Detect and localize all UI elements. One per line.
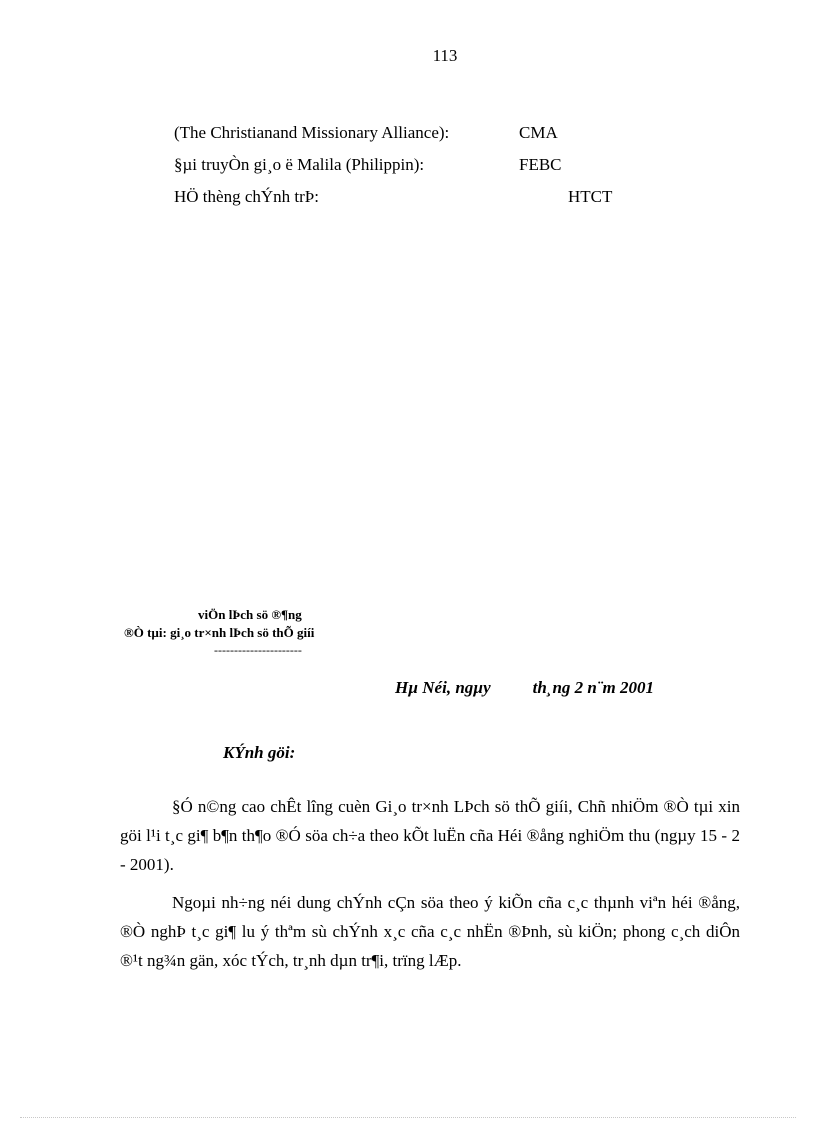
greeting: KÝnh göi: [223,743,296,762]
header-divider: ---------------------- [214,643,302,657]
abbreviation-row [174,187,613,207]
project-title: ®Ò tµi: gi¸o tr×nh lÞch sö thÕ giíi [124,625,315,640]
body-paragraph: §Ó n©ng cao chÊt lîng cuèn Gi¸o tr×nh LÞch sö thÕ giíi, Chñ nhiÖm ®Ò tµi xin göi l¹i t¸c gi¶ b¶n th¶o ®Ó söa ch÷a theo kÕt luËn cña Héi ®ång nghiÖm thu (ngµy 15 - 2 - 2001). [120,797,740,874]
abbreviation-code: FEBC [519,155,562,174]
abbreviation-code: HTCT [568,187,613,206]
page-number: 113 [432,46,458,65]
abbreviation-code: CMA [519,123,558,142]
abbreviation-name: §µi truyÒn gi¸o ë Malila (Philippin): [174,155,425,174]
institute-name: viÖn lÞch sö ®¶ng [198,607,302,622]
date-month-year: th¸ng 2 n¨m 2001 [532,678,654,697]
abbreviation-row [174,155,562,175]
page-bottom-border [20,1117,796,1118]
date-line [395,678,654,698]
abbreviation-row [174,123,558,143]
date-place: Hµ Néi, ngµy [395,678,491,697]
abbreviation-name: (The Christianand Missionary Alliance): [174,123,450,142]
abbreviation-name: HÖ thèng chÝnh trÞ: [174,187,319,206]
body-paragraph: Ngoµi nh÷ng néi dung chÝnh cÇn söa theo ý kiÕn cña c¸c thµnh viªn héi ®ång, ®Ò nghÞ t¸c gi¶ lu ý thªm sù chÝnh x¸c cña c¸c nhËn ®Þnh, sù kiÖn; phong c¸ch diÔn ®¹t ng¾n gän, xóc tÝch, tr¸nh dµn tr¶i, trïng lÆp. [120,893,740,970]
